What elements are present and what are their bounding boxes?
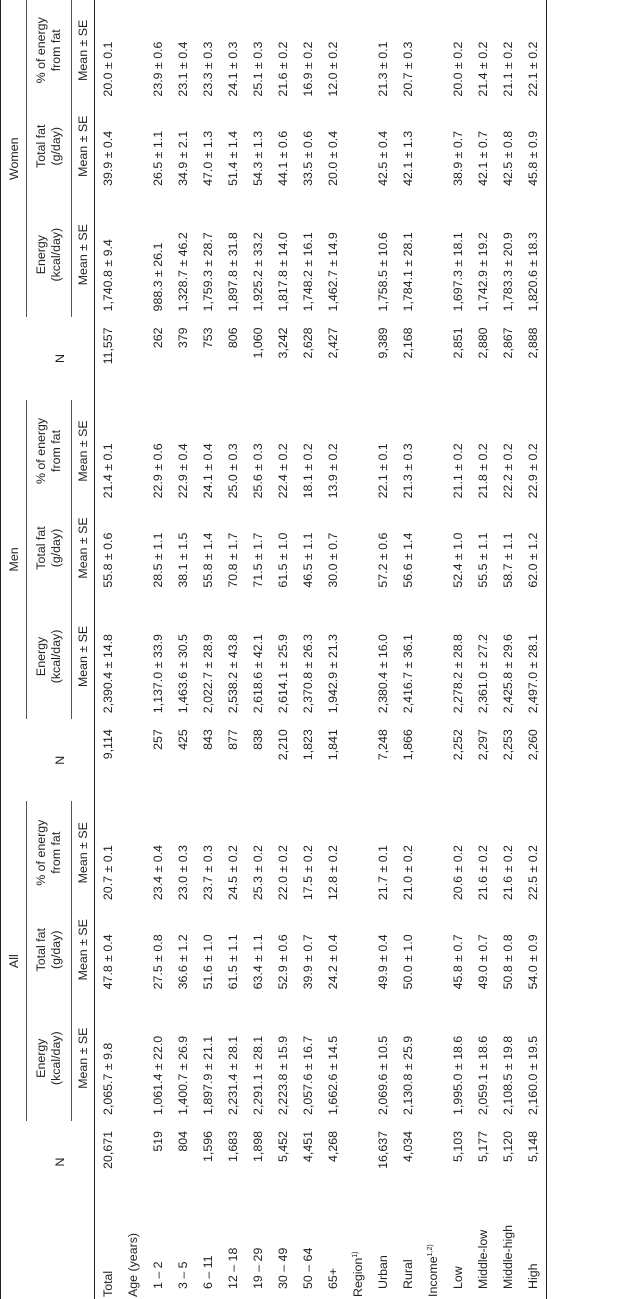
all-n-cell: 804 [175, 1130, 190, 1152]
women-pct-energy-cell: 23.3 ± 0.3 [200, 41, 215, 97]
men-pct-energy-cell: 22.9 ± 0.2 [521, 400, 547, 503]
all-total-fat-cell: 24.2 ± 0.4 [325, 934, 340, 990]
energy-column-header: Energy (kcal/day) [27, 995, 72, 1121]
men-energy-cell: 2,390.4 ± 14.8 [100, 634, 115, 714]
n-column-header: N [27, 1121, 95, 1203]
women-energy-cell: 1,328.7 ± 46.2 [175, 232, 190, 312]
all-energy-cell: 1,995.0 ± 18.6 [451, 1035, 466, 1115]
women-pct-energy-cell: 21.1 ± 0.2 [501, 41, 516, 97]
men-pct-energy-cell: 21.3 ± 0.3 [401, 443, 416, 499]
women-n-cell: 262 [150, 327, 165, 349]
all-pct-energy-cell: 21.0 ± 0.2 [401, 845, 416, 901]
all-n-cell: 5,103 [451, 1130, 466, 1162]
women-pct-energy-cell: 21.6 ± 0.2 [275, 41, 290, 97]
all-energy-cell: 1,662.6 ± 14.5 [325, 1035, 340, 1115]
all-pct-energy-cell: 22.0 ± 0.2 [275, 845, 290, 901]
men-n-cell: 1,841 [325, 729, 340, 761]
all-energy-cell: 2,223.8 ± 15.9 [275, 1035, 290, 1115]
women-n-cell: 9,389 [376, 327, 391, 359]
header-variable-row [27, 0, 72, 1299]
women-n-cell: 379 [175, 327, 190, 349]
women-total-fat-cell: 47.0 ± 1.3 [200, 130, 215, 186]
all-n-cell: 5,120 [501, 1130, 516, 1162]
all-energy-cell: 2,108.5 ± 19.8 [501, 1035, 516, 1115]
row-label: 65+ [325, 1267, 340, 1289]
pct-energy-column-header: % of energy from fat [27, 400, 72, 503]
men-n-cell: 838 [250, 729, 265, 750]
men-energy-cell: 2,538.2 ± 43.8 [225, 634, 240, 714]
men-pct-energy-cell: 22.2 ± 0.2 [501, 443, 516, 499]
all-energy-cell: 1,400.7 ± 26.9 [175, 1035, 190, 1115]
section-row [345, 0, 370, 1299]
men-pct-energy-cell: 21.4 ± 0.1 [100, 443, 115, 499]
women-energy-cell: 1,783.3 ± 20.9 [501, 232, 516, 312]
table-row [95, 0, 121, 1299]
mean-se-header: Mean ± SE [72, 995, 95, 1121]
women-pct-energy-cell: 24.1 ± 0.3 [225, 41, 240, 97]
table-row [521, 0, 547, 1299]
women-n-cell: 2,880 [476, 327, 491, 359]
all-pct-energy-cell: 20.7 ± 0.1 [100, 845, 115, 901]
all-total-fat-cell: 63.4 ± 1.1 [250, 934, 265, 990]
table-row [170, 0, 195, 1299]
men-pct-energy-cell: 25.0 ± 0.3 [225, 443, 240, 499]
women-n-cell: 753 [200, 327, 215, 349]
men-energy-cell: 1,463.6 ± 30.5 [175, 634, 190, 714]
all-total-fat-cell: 61.5 ± 1.1 [225, 934, 240, 990]
all-pct-energy-cell: 17.5 ± 0.2 [300, 845, 315, 901]
all-n-cell: 5,452 [275, 1130, 290, 1162]
men-energy-cell: 2,618.6 ± 42.1 [250, 634, 265, 714]
women-energy-cell: 1,742.9 ± 19.2 [476, 232, 491, 312]
women-energy-cell: 1,820.6 ± 18.3 [521, 192, 547, 318]
women-energy-cell: 1,925.2 ± 33.2 [250, 232, 265, 312]
all-energy-cell: 2,069.6 ± 10.5 [376, 1035, 391, 1115]
men-total-fat-cell: 70.8 ± 1.7 [225, 532, 240, 588]
men-pct-energy-cell: 22.4 ± 0.2 [275, 443, 290, 499]
men-total-fat-cell: 61.5 ± 1.0 [275, 532, 290, 588]
group-all-header: All [1, 801, 27, 1121]
women-energy-cell: 1,462.7 ± 14.9 [325, 232, 340, 312]
men-n-cell: 1,866 [401, 729, 416, 761]
men-pct-energy-cell: 13.9 ± 0.2 [325, 443, 340, 499]
table-row [371, 0, 396, 1299]
men-total-fat-cell: 58.7 ± 1.1 [501, 532, 516, 588]
men-energy-cell: 2,278.2 ± 28.8 [451, 634, 466, 714]
row-label: Middle-high [501, 1224, 516, 1289]
energy-column-header: Energy (kcal/day) [27, 594, 72, 720]
all-total-fat-cell: 50.0 ± 1.0 [401, 934, 416, 990]
all-pct-energy-cell: 24.5 ± 0.2 [225, 845, 240, 901]
row-label: 3 – 5 [175, 1261, 190, 1289]
men-total-fat-cell: 28.5 ± 1.1 [150, 532, 165, 588]
all-total-fat-cell: 52.9 ± 0.6 [275, 934, 290, 990]
men-total-fat-cell: 56.6 ± 1.4 [401, 532, 416, 588]
all-energy-cell: 1,061.4 ± 22.0 [150, 1035, 165, 1115]
women-n-cell: 11,557 [100, 327, 115, 365]
women-pct-energy-cell: 21.3 ± 0.1 [376, 41, 391, 97]
women-pct-energy-cell: 20.0 ± 0.2 [451, 41, 466, 97]
all-n-cell: 20,671 [100, 1130, 115, 1169]
women-n-cell: 806 [225, 327, 240, 349]
all-energy-cell: 2,231.4 ± 28.1 [225, 1035, 240, 1115]
row-label: 1 – 2 [150, 1261, 165, 1289]
row-label: Middle-low [476, 1229, 491, 1289]
women-total-fat-cell: 33.5 ± 0.6 [300, 130, 315, 186]
men-total-fat-cell: 71.5 ± 1.7 [250, 532, 265, 588]
all-total-fat-cell: 36.6 ± 1.2 [175, 934, 190, 990]
all-pct-energy-cell: 23.0 ± 0.3 [175, 845, 190, 901]
women-energy-cell: 1,897.8 ± 31.8 [225, 232, 240, 312]
all-pct-energy-cell: 20.6 ± 0.2 [451, 845, 466, 901]
women-pct-energy-cell: 21.4 ± 0.2 [476, 41, 491, 97]
women-total-fat-cell: 51.4 ± 1.4 [225, 130, 240, 186]
women-total-fat-cell: 34.9 ± 2.1 [175, 130, 190, 186]
all-total-fat-cell: 45.8 ± 0.7 [451, 934, 466, 990]
men-total-fat-cell: 55.5 ± 1.1 [476, 532, 491, 588]
women-pct-energy-cell: 20.7 ± 0.3 [401, 41, 416, 97]
men-n-cell: 9,114 [100, 729, 115, 760]
men-n-cell: 257 [150, 729, 165, 750]
women-total-fat-cell: 54.3 ± 1.3 [250, 130, 265, 186]
men-n-cell: 2,297 [476, 729, 491, 761]
men-n-cell: 2,260 [521, 719, 547, 801]
women-energy-cell: 1,784.1 ± 28.1 [401, 232, 416, 312]
section-label: Age (years) [125, 1232, 140, 1297]
women-total-fat-cell: 42.1 ± 0.7 [476, 130, 491, 186]
row-label: 30 – 49 [275, 1247, 290, 1289]
row-label: Low [451, 1266, 466, 1289]
women-pct-energy-cell: 22.1 ± 0.2 [521, 0, 547, 101]
table-row [320, 0, 345, 1299]
women-total-fat-cell: 42.5 ± 0.8 [501, 130, 516, 186]
row-label: 50 – 64 [300, 1247, 315, 1289]
all-n-cell: 1,898 [250, 1130, 265, 1162]
men-n-cell: 877 [225, 729, 240, 750]
section-row [120, 0, 145, 1299]
table-row [396, 0, 421, 1299]
all-n-cell: 5,177 [476, 1130, 491, 1162]
all-energy-cell: 1,897.9 ± 21.1 [200, 1035, 215, 1115]
row-label: 19 – 29 [250, 1247, 265, 1289]
table-row [446, 0, 471, 1299]
women-n-cell: 2,168 [401, 327, 416, 359]
total-fat-column-header: Total fat (g/day) [27, 502, 72, 593]
men-total-fat-cell: 57.2 ± 0.6 [376, 532, 391, 588]
section-row [421, 0, 446, 1299]
men-pct-energy-cell: 22.1 ± 0.1 [376, 443, 391, 499]
men-total-fat-cell: 52.4 ± 1.0 [451, 532, 466, 588]
all-total-fat-cell: 47.8 ± 0.4 [100, 934, 115, 990]
men-n-cell: 7,248 [376, 729, 391, 761]
section-label: Region$^{1)}$ [350, 1251, 365, 1297]
men-n-cell: 2,210 [275, 729, 290, 761]
footnote-marker: 1,2) [427, 1244, 434, 1257]
all-energy-cell: 2,059.1 ± 18.6 [476, 1035, 491, 1115]
men-n-cell: 2,253 [501, 729, 516, 761]
men-energy-cell: 2,425.8 ± 29.6 [501, 634, 516, 714]
all-n-cell: 4,034 [401, 1130, 416, 1162]
women-n-cell: 2,851 [451, 327, 466, 359]
all-total-fat-cell: 50.8 ± 0.8 [501, 934, 516, 990]
mean-se-header: Mean ± SE [72, 801, 95, 904]
footnote-marker: 1) [351, 1251, 359, 1258]
women-energy-cell: 1,817.8 ± 14.0 [275, 232, 290, 312]
men-energy-cell: 1,137.0 ± 33.9 [150, 634, 165, 714]
row-label: Total [100, 1270, 115, 1297]
group-men-header: Men [1, 400, 27, 720]
women-total-fat-cell: 20.0 ± 0.4 [325, 130, 340, 186]
women-n-cell: 2,888 [521, 317, 547, 399]
all-energy-cell: 2,065.7 ± 9.8 [100, 1042, 115, 1115]
women-n-cell: 2,867 [501, 327, 516, 359]
men-pct-energy-cell: 21.8 ± 0.2 [476, 443, 491, 499]
total-fat-column-header: Total fat (g/day) [27, 101, 72, 192]
all-total-fat-cell: 54.0 ± 0.9 [521, 904, 547, 995]
men-n-cell: 425 [175, 729, 190, 750]
mean-se-header: Mean ± SE [72, 904, 95, 995]
all-pct-energy-cell: 12.8 ± 0.2 [325, 845, 340, 901]
men-energy-cell: 2,370.8 ± 26.3 [300, 634, 315, 714]
men-n-cell: 843 [200, 729, 215, 750]
all-pct-energy-cell: 22.5 ± 0.2 [521, 801, 547, 904]
all-n-cell: 4,451 [300, 1130, 315, 1162]
men-n-cell: 2,252 [451, 729, 466, 761]
all-energy-cell: 2,130.8 ± 25.9 [401, 1035, 416, 1115]
men-pct-energy-cell: 21.1 ± 0.2 [451, 443, 466, 499]
table-row [270, 0, 295, 1299]
men-pct-energy-cell: 22.9 ± 0.6 [150, 443, 165, 499]
women-energy-cell: 1,748.2 ± 16.1 [300, 232, 315, 312]
women-energy-cell: 1,697.3 ± 18.1 [451, 232, 466, 312]
men-energy-cell: 2,361.0 ± 27.2 [476, 634, 491, 714]
table-body [95, 0, 547, 1299]
women-energy-cell: 1,740.8 ± 9.4 [100, 239, 115, 312]
men-energy-cell: 2,497.0 ± 28.1 [521, 594, 547, 720]
men-total-fat-cell: 55.8 ± 1.4 [200, 532, 215, 588]
all-total-fat-cell: 51.6 ± 1.0 [200, 934, 215, 990]
women-total-fat-cell: 45.8 ± 0.9 [521, 101, 547, 192]
women-pct-energy-cell: 23.1 ± 0.4 [175, 41, 190, 97]
men-energy-cell: 2,416.7 ± 36.1 [401, 634, 416, 714]
table-row [245, 0, 270, 1299]
men-pct-energy-cell: 25.6 ± 0.3 [250, 443, 265, 499]
women-energy-cell: 988.3 ± 26.1 [150, 242, 165, 312]
all-total-fat-cell: 39.9 ± 0.7 [300, 934, 315, 990]
n-column-header: N [27, 317, 95, 399]
all-pct-energy-cell: 21.6 ± 0.2 [476, 845, 491, 901]
total-fat-column-header: Total fat (g/day) [27, 904, 72, 995]
all-total-fat-cell: 49.9 ± 0.4 [376, 934, 391, 990]
table-row [496, 0, 521, 1299]
all-n-cell: 16,637 [376, 1130, 391, 1169]
men-n-cell: 1,823 [300, 729, 315, 761]
all-pct-energy-cell: 21.7 ± 0.1 [376, 845, 391, 901]
women-total-fat-cell: 39.9 ± 0.4 [100, 130, 115, 186]
all-n-cell: 519 [150, 1130, 165, 1152]
women-total-fat-cell: 44.1 ± 0.6 [275, 130, 290, 186]
women-pct-energy-cell: 23.9 ± 0.6 [150, 41, 165, 97]
men-total-fat-cell: 30.0 ± 0.7 [325, 532, 340, 588]
women-n-cell: 1,060 [250, 327, 265, 359]
women-total-fat-cell: 26.5 ± 1.1 [150, 130, 165, 186]
women-pct-energy-cell: 20.0 ± 0.1 [100, 41, 115, 97]
men-pct-energy-cell: 18.1 ± 0.2 [300, 443, 315, 499]
energy-column-header: Energy (kcal/day) [27, 192, 72, 318]
all-energy-cell: 2,291.1 ± 28.1 [250, 1035, 265, 1115]
women-pct-energy-cell: 12.0 ± 0.2 [325, 41, 340, 97]
all-energy-cell: 2,057.6 ± 16.7 [300, 1035, 315, 1115]
row-label: 12 – 18 [225, 1247, 240, 1289]
all-pct-energy-cell: 23.4 ± 0.4 [150, 845, 165, 901]
men-total-fat-cell: 62.0 ± 1.2 [521, 502, 547, 593]
all-total-fat-cell: 49.0 ± 0.7 [476, 934, 491, 990]
all-n-cell: 1,596 [200, 1130, 215, 1162]
mean-se-header: Mean ± SE [72, 400, 95, 503]
row-label: Urban [376, 1255, 391, 1289]
women-energy-cell: 1,758.5 ± 10.6 [376, 232, 391, 312]
table-row [220, 0, 245, 1299]
group-women-header: Women [1, 0, 27, 317]
women-total-fat-cell: 42.5 ± 0.4 [376, 130, 391, 186]
mean-se-header: Mean ± SE [72, 0, 95, 101]
men-energy-cell: 2,022.7 ± 28.9 [200, 634, 215, 714]
all-pct-energy-cell: 25.3 ± 0.2 [250, 845, 265, 901]
women-total-fat-cell: 38.9 ± 0.7 [451, 130, 466, 186]
men-energy-cell: 2,380.4 ± 16.0 [376, 634, 391, 714]
row-label: High [521, 1203, 547, 1299]
men-total-fat-cell: 46.5 ± 1.1 [300, 532, 315, 588]
men-total-fat-cell: 38.1 ± 1.5 [175, 532, 190, 588]
men-pct-energy-cell: 22.9 ± 0.4 [175, 443, 190, 499]
all-n-cell: 4,268 [325, 1130, 340, 1162]
women-energy-cell: 1,759.3 ± 28.7 [200, 232, 215, 312]
men-energy-cell: 2,614.1 ± 25.9 [275, 634, 290, 714]
women-total-fat-cell: 42.1 ± 1.3 [401, 130, 416, 186]
all-n-cell: 1,683 [225, 1130, 240, 1162]
row-label: Rural [401, 1259, 416, 1289]
row-label: 6 – 11 [200, 1255, 215, 1289]
women-pct-energy-cell: 25.1 ± 0.3 [250, 41, 265, 97]
all-total-fat-cell: 27.5 ± 0.8 [150, 934, 165, 990]
all-pct-energy-cell: 23.7 ± 0.3 [200, 845, 215, 901]
women-pct-energy-cell: 16.9 ± 0.2 [300, 41, 315, 97]
header-stat-row [72, 0, 95, 1299]
women-n-cell: 3,242 [275, 327, 290, 359]
n-column-header: N [27, 719, 95, 801]
all-pct-energy-cell: 21.6 ± 0.2 [501, 845, 516, 901]
mean-se-header: Mean ± SE [72, 502, 95, 593]
mean-se-header: Mean ± SE [72, 101, 95, 192]
pct-energy-column-header: % of energy from fat [27, 801, 72, 904]
pct-energy-column-header: % of energy from fat [27, 0, 72, 101]
men-energy-cell: 1,942.9 ± 21.3 [325, 634, 340, 714]
mean-se-header: Mean ± SE [72, 192, 95, 318]
women-n-cell: 2,628 [300, 327, 315, 359]
table-row [471, 0, 496, 1299]
section-label: Income$^{1,2)}$ [426, 1244, 441, 1297]
all-energy-cell: 2,160.0 ± 19.5 [521, 995, 547, 1121]
men-total-fat-cell: 55.8 ± 0.6 [100, 532, 115, 588]
mean-se-header: Mean ± SE [72, 594, 95, 720]
header-group-row [1, 0, 27, 1299]
men-pct-energy-cell: 24.1 ± 0.4 [200, 443, 215, 499]
all-n-cell: 5,148 [521, 1121, 547, 1203]
women-n-cell: 2,427 [325, 327, 340, 359]
table-row [195, 0, 220, 1299]
table-row [295, 0, 320, 1299]
table-row [145, 0, 170, 1299]
